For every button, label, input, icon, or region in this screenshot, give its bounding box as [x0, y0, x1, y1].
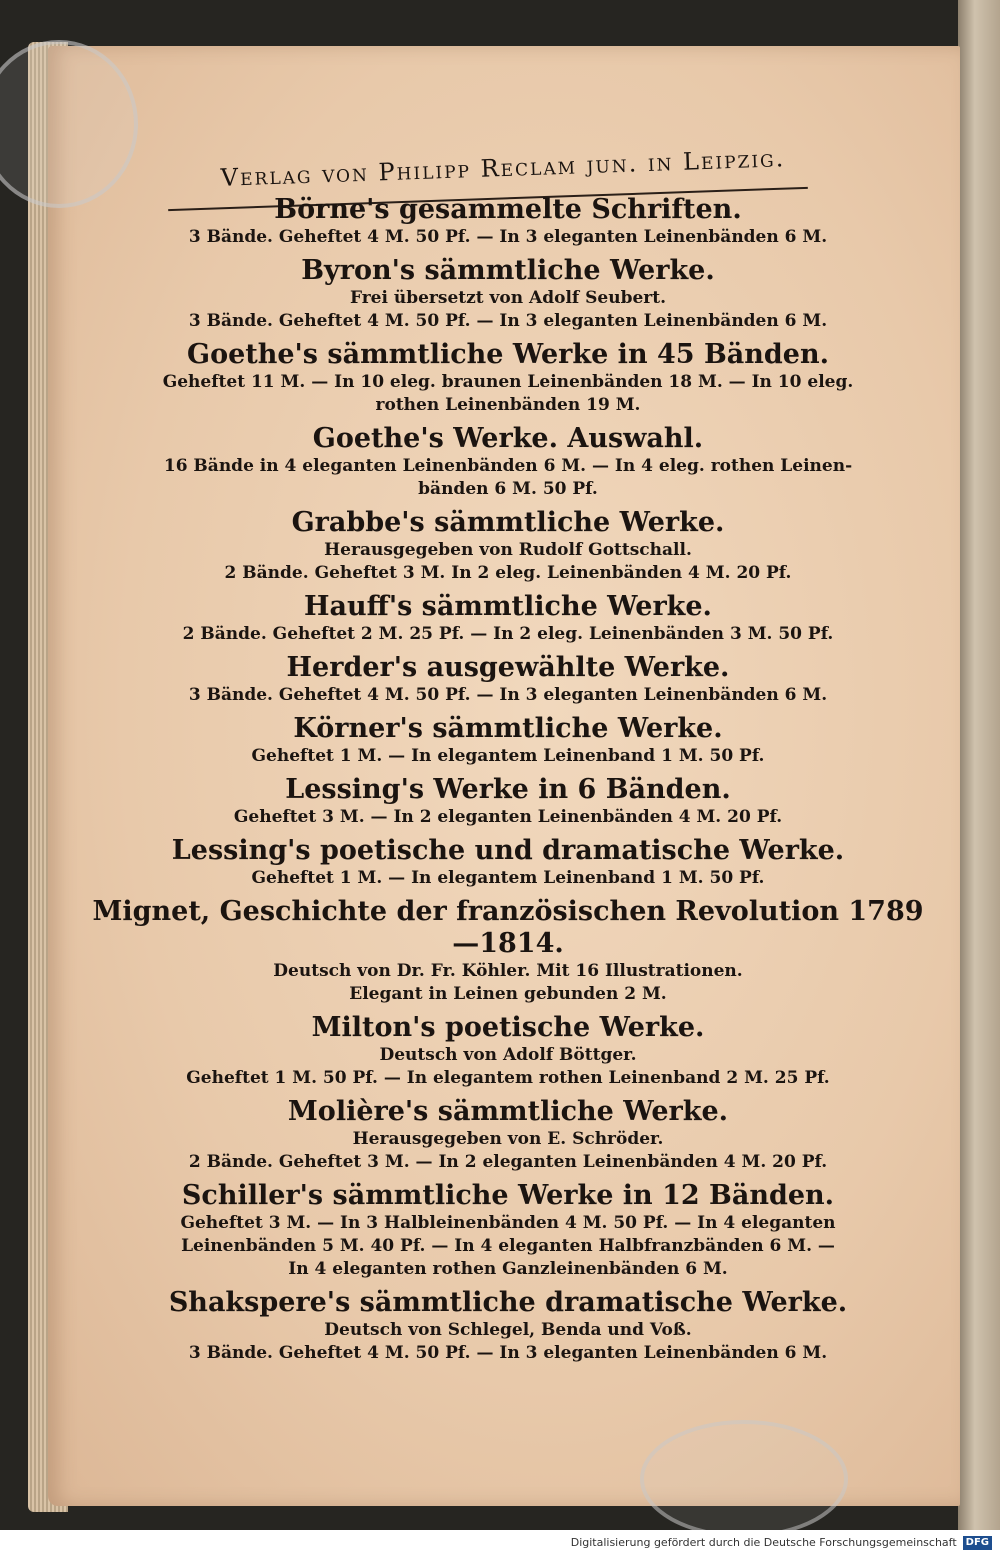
catalog-entry	[88, 507, 928, 585]
book-page	[48, 46, 960, 1506]
entry-detail-line: 2 Bände. Geheftet 2 M. 25 Pf. — In 2 eleg. Leinenbänden 3 M. 50 Pf.	[182, 624, 834, 644]
entry-detail-line: Elegant in Leinen gebunden 2 M.	[349, 984, 667, 1004]
catalog-entry	[88, 713, 928, 768]
page-header: Verlag von Philipp Reclam jun. in Leipzig.	[220, 144, 786, 192]
catalog-entry	[88, 774, 928, 829]
entry-detail-line: Geheftet 11 M. — In 10 eleg. braunen Leinenbänden 18 M. — In 10 eleg.	[162, 372, 854, 392]
footer-text: Digitalisierung gefördert durch die Deutsche Forschungsgemeinschaft	[570, 1536, 957, 1549]
catalog-entry	[88, 835, 928, 890]
entry-detail-line: Deutsch von Adolf Böttger.	[379, 1045, 637, 1065]
catalog-entry	[88, 423, 928, 501]
entry-title: Goethe's Werke. Auswahl.	[312, 423, 704, 454]
entry-title: Grabbe's sämmtliche Werke.	[291, 507, 725, 538]
entry-detail-line: Frei übersetzt von Adolf Seubert.	[349, 288, 667, 308]
catalog-entry	[88, 194, 928, 249]
entry-title: Herder's ausgewählte Werke.	[286, 652, 730, 683]
entry-title: Hauff's sämmtliche Werke.	[304, 591, 712, 622]
entry-title: Molière's sämmtliche Werke.	[287, 1096, 729, 1127]
entry-detail-line: Geheftet 3 M. — In 2 eleganten Leinenbänden 4 M. 20 Pf.	[233, 807, 783, 827]
entry-detail-line: Herausgegeben von E. Schröder.	[352, 1129, 664, 1149]
digitization-footer	[0, 1530, 1000, 1555]
entry-detail-line: 2 Bände. Geheftet 3 M. In 2 eleg. Leinenbänden 4 M. 20 Pf.	[224, 563, 792, 583]
entry-title: Börne's gesammelte Schriften.	[274, 194, 742, 225]
catalog-entry	[88, 339, 928, 417]
catalog-entry	[88, 896, 928, 1006]
entry-title: Goethe's sämmtliche Werke in 45 Bänden.	[187, 339, 829, 370]
entry-detail-line: 3 Bände. Geheftet 4 M. 50 Pf. — In 3 eleganten Leinenbänden 6 M.	[188, 1343, 828, 1363]
entry-detail-line: Geheftet 1 M. 50 Pf. — In elegantem rothen Leinenband 2 M. 25 Pf.	[186, 1068, 830, 1088]
entry-detail-line: rothen Leinenbänden 19 M.	[375, 395, 641, 415]
entry-detail-line: bänden 6 M. 50 Pf.	[418, 479, 598, 499]
catalog-entry	[88, 652, 928, 707]
dfg-logo: DFG	[963, 1536, 992, 1550]
entry-title: Shakspere's sämmtliche dramatische Werke.	[168, 1287, 848, 1318]
entry-detail-line: Geheftet 1 M. — In elegantem Leinenband 1 M. 50 Pf.	[251, 868, 765, 888]
entry-detail-line: Herausgegeben von Rudolf Gottschall.	[324, 540, 692, 560]
entry-detail-line: 3 Bände. Geheftet 4 M. 50 Pf. — In 3 eleganten Leinenbänden 6 M.	[188, 311, 828, 331]
entry-detail-line: In 4 eleganten rothen Ganzleinenbänden 6 M.	[288, 1259, 728, 1279]
entry-detail-line: 16 Bände in 4 eleganten Leinenbänden 6 M. — In 4 eleg. rothen Leinen-	[163, 456, 853, 476]
entry-title: Lessing's poetische und dramatische Werke.	[171, 835, 845, 866]
catalog-entries	[88, 194, 928, 1371]
entry-detail-line: Deutsch von Dr. Fr. Köhler. Mit 16 Illustrationen.	[273, 961, 743, 981]
entry-detail-line: 2 Bände. Geheftet 3 M. — In 2 eleganten Leinenbänden 4 M. 20 Pf.	[188, 1152, 828, 1172]
magnifier-glass-bottom	[640, 1420, 848, 1538]
entry-detail-line: Deutsch von Schlegel, Benda und Voß.	[324, 1320, 692, 1340]
entry-detail-line: 3 Bände. Geheftet 4 M. 50 Pf. — In 3 eleganten Leinenbänden 6 M.	[188, 685, 828, 705]
entry-detail-line: Geheftet 1 M. — In elegantem Leinenband 1 M. 50 Pf.	[251, 746, 765, 766]
facing-page-edge	[958, 0, 1000, 1530]
entry-title: Lessing's Werke in 6 Bänden.	[285, 774, 731, 805]
entry-detail-line: Leinenbänden 5 M. 40 Pf. — In 4 eleganten Halbfranzbänden 6 M. —	[181, 1236, 835, 1256]
entry-title: Byron's sämmtliche Werke.	[301, 255, 715, 286]
catalog-entry	[88, 255, 928, 333]
catalog-entry	[88, 591, 928, 646]
catalog-entry	[88, 1287, 928, 1365]
entry-title: Schiller's sämmtliche Werke in 12 Bänden.	[181, 1180, 835, 1211]
entry-title: Mignet, Geschichte der französischen Revolution 1789—1814.	[92, 896, 924, 959]
entry-detail-line: 3 Bände. Geheftet 4 M. 50 Pf. — In 3 eleganten Leinenbänden 6 M.	[188, 227, 828, 247]
entry-detail-line: Geheftet 3 M. — In 3 Halbleinenbänden 4 M. 50 Pf. — In 4 eleganten	[180, 1213, 836, 1233]
entry-title: Körner's sämmtliche Werke.	[293, 713, 723, 744]
catalog-entry	[88, 1180, 928, 1281]
catalog-entry	[88, 1096, 928, 1174]
entry-title: Milton's poetische Werke.	[311, 1012, 705, 1043]
catalog-entry	[88, 1012, 928, 1090]
